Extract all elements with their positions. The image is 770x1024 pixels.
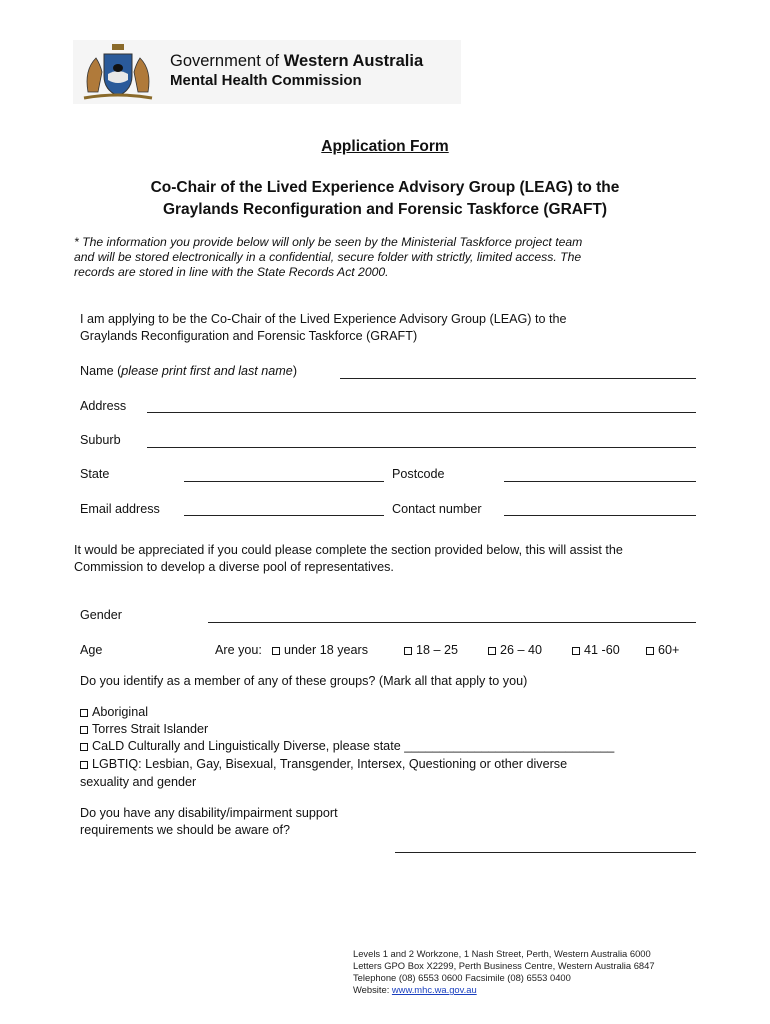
name-field[interactable] [340,378,696,379]
state-label: State [80,467,110,481]
suburb-label: Suburb [80,433,121,447]
gender-label: Gender [80,608,123,622]
address-field[interactable] [147,412,696,413]
main-heading: Co-Chair of the Lived Experience Advisory Group (LEAG) to the Graylands Reconfiguration and Forensic Taskforce (GRAFT) [150,179,620,218]
checkbox-icon[interactable] [80,743,88,751]
email-field[interactable] [184,515,384,516]
age-option-26-40[interactable]: 26 – 40 [488,642,542,659]
group-cald[interactable]: CaLD Culturally and Linguistically Diverse, please state ______________________________ [80,738,614,755]
group-lgbtiq-continued: sexuality and gender [80,775,197,789]
groups-question: Do you identify as a member of any of these groups? (Mark all that apply to you) [80,674,528,688]
checkbox-icon[interactable] [646,647,654,655]
age-prompt: Are you: [215,643,262,657]
checkbox-icon[interactable] [572,647,580,655]
diversity-intro: It would be appreciated if you could please complete the section provided below, this will assist the Commission to develop a diverse pool of representatives. [74,543,623,574]
website-link[interactable]: www.mhc.wa.gov.au [391,984,477,995]
disability-field[interactable] [395,852,696,853]
email-label: Email address [80,502,160,516]
age-option-under-18[interactable]: under 18 years [272,642,368,659]
checkbox-icon[interactable] [80,726,88,734]
checkbox-icon[interactable] [80,709,88,717]
group-torres-strait[interactable]: Torres Strait Islander [80,721,208,738]
disability-question: Do you have any disability/impairment support requirements we should be aware of? [80,806,338,837]
applying-statement: I am applying to be the Co-Chair of the Lived Experience Advisory Group (LEAG) to the Graylands Reconfiguration and Forensic Taskforce (GRAFT) [80,312,567,343]
coat-of-arms-icon [78,42,158,104]
name-label: Name (please print first and last name) [80,364,298,378]
checkbox-icon[interactable] [272,647,280,655]
age-label: Age [80,643,103,657]
org-subtitle: Mental Health Commission [170,72,362,89]
group-lgbtiq[interactable]: LGBTIQ: Lesbian, Gay, Bisexual, Transgender, Intersex, Questioning or other diverse [80,756,567,773]
address-label: Address [80,399,127,413]
contact-label: Contact number [392,502,482,516]
state-field[interactable] [184,481,384,482]
age-option-60-plus[interactable]: 60+ [646,642,679,659]
group-aboriginal[interactable]: Aboriginal [80,704,148,721]
privacy-notice: * The information you provide below will only be seen by the Ministerial Taskforce project team and will be stored electronically in a confidential, secure folder with strictly, limited access. The records are stored in line with the State Records Act 2000. [74,235,583,279]
footer-contact: Levels 1 and 2 Workzone, 1 Nash Street, Perth, Western Australia 6000 Letters GPO Box X2299, Perth Business Centre, Western Australia 6847 Telephone (08) 6553 0600 Facsimile (08) 6553 0400 Website: www.mhc.wa.gov.au [353,948,655,995]
form-title: Application Form [321,138,449,155]
postcode-label: Postcode [392,467,445,481]
checkbox-icon[interactable] [404,647,412,655]
checkbox-icon[interactable] [488,647,496,655]
gender-field[interactable] [208,622,696,623]
postcode-field[interactable] [504,481,696,482]
suburb-field[interactable] [147,447,696,448]
age-option-41-60[interactable]: 41 -60 [572,642,620,659]
org-title: Government of Western Australia [170,52,424,70]
checkbox-icon[interactable] [80,761,88,769]
age-option-18-25[interactable]: 18 – 25 [404,642,458,659]
contact-number-field[interactable] [504,515,696,516]
